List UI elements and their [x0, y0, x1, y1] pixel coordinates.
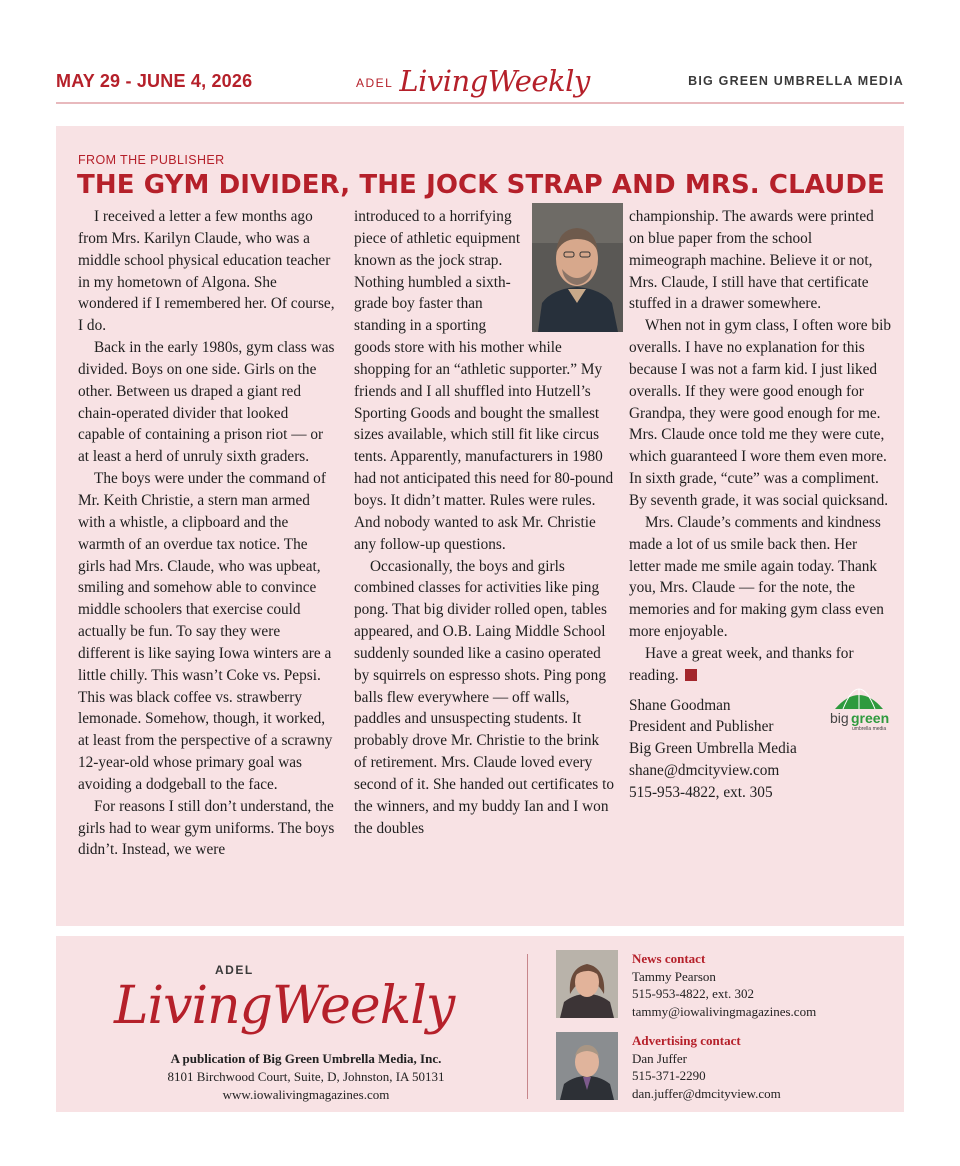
signature-company: Big Green Umbrella Media: [629, 740, 797, 758]
advertising-contact-info: [632, 1032, 781, 1102]
paragraph: championship. The awards were printed on blue paper from the school mimeograph machine. Believe it or not, Mrs. Claude, I still have that certificate stuffed in a drawer somewhere.: [629, 208, 874, 313]
footer-divider: [527, 954, 528, 1099]
signature-phone: 515-953-4822, ext. 305: [629, 783, 773, 801]
news-contact-photo: [556, 950, 618, 1018]
news-contact-info: [632, 950, 816, 1020]
paragraph: Mrs. Claude’s comments and kindness made a lot of us smile back then. Her letter made me smile again today. Thank you, Mrs. Claude — for the note, the memories and for making gym class even more enjoyable.: [629, 513, 884, 641]
paragraph: Occasionally, the boys and girls combined classes for activities like ping pong. That big divider rolled open, tables appeared, and O.B. Laing Middle School suddenly sounded like a casino operated by squirrels on espresso shots. Ping pong balls flew everywhere — off walls, paddles and unsuspecting students. It probably drove Mr. Christie to the brink of retirement. Mrs. Claude loved every second of it. She handed out certificates to the winners, and my buddy Ian and I won the doubles: [354, 557, 614, 837]
news-contact-phone: 515-953-4822, ext. 302: [632, 986, 755, 1001]
author-photo: [532, 203, 623, 332]
logo-word-green: green: [851, 709, 889, 726]
signature-title: President and Publisher: [629, 718, 774, 736]
signature-block: [629, 695, 891, 804]
article-panel: [56, 126, 904, 926]
advertising-contact-photo: [556, 1032, 618, 1100]
signature-email[interactable]: shane@dmcityview.com: [629, 762, 780, 780]
paragraph-closing: [629, 643, 891, 687]
closing-text: Have a great week, and thanks for reading.: [629, 644, 854, 684]
footer-tagline: A publication of Big Green Umbrella Media, Inc.: [170, 1051, 442, 1066]
header-brand: [356, 58, 590, 98]
footer-brand-prefix: ADEL: [215, 963, 254, 977]
news-contact-name: Tammy Pearson: [632, 968, 716, 984]
paragraph: I received a letter a few months ago from Mrs. Karilyn Claude, who was a middle school physical education teacher in my hometown of Algona. She wondered if I remembered her. Of course, I do.: [78, 208, 335, 335]
article-column-3: [629, 206, 891, 804]
footer-address: 8101 Birchwood Court, Suite, D, Johnston, IA 50131: [167, 1069, 445, 1084]
paragraph: introduced to a horrifying piece of athletic equipment known as the jock strap. Nothing humbled a sixth-grade boy faster than standing in a sporting goods store with his mother while shopping for an “athletic supporter.” My friends and I all shuffled into Hutzell’s Sporting Goods and bought the smallest sizes available, which still fit like circus tents. Apparently, manufacturers in 1980 had not anticipated this need for 80-pound boys. It didn’t matter. Rules were rules. And nobody wanted to ask Mr. Christie any follow-up questions.: [354, 208, 614, 553]
footer-brand-script: LivingWeekly: [114, 976, 455, 1036]
article-column-2: [354, 206, 614, 839]
logo-word-big: big: [830, 709, 849, 726]
paragraph: Back in the early 1980s, gym class was divided. Boys on one side. Girls on the other. Between us draped a giant red chain-operated divider that looked capable of containing a prison riot — or at least a herd of unruly sixth graders.: [78, 339, 335, 466]
header-publisher: BIG GREEN UMBRELLA MEDIA: [688, 74, 904, 88]
logo-word-small: umbrella media: [852, 725, 887, 732]
header-rule: [56, 102, 904, 104]
footer-website[interactable]: www.iowalivingmagazines.com: [222, 1087, 390, 1102]
header-brand-script: LivingWeekly: [399, 64, 590, 98]
news-contact-role: News contact: [632, 951, 706, 966]
signature-name: Shane Goodman: [629, 696, 731, 714]
article-kicker: FROM THE PUBLISHER: [78, 153, 225, 167]
end-mark-icon: [685, 669, 697, 681]
header-brand-prefix: ADEL: [356, 76, 394, 90]
paragraph: When not in gym class, I often wore bib overalls. I have no explanation for this because I was not a farm kid. I just liked overalls. If they were good enough for Grandpa, they were good enough for me. Mrs. Claude once told me they were cute, which guaranteed I wore them even more. In sixth grade, “cute” was a compliment. By seventh grade, it was social quicksand.: [629, 317, 891, 509]
footer-panel: [56, 936, 904, 1112]
news-contact-email[interactable]: tammy@iowalivingmagazines.com: [632, 1003, 817, 1019]
advertising-contact-phone: 515-371-2290: [632, 1068, 706, 1083]
article-headline: THE GYM DIVIDER, THE JOCK STRAP AND MRS. CLAUDE: [77, 170, 885, 200]
advertising-contact-role: Advertising contact: [632, 1033, 741, 1048]
advertising-contact-email[interactable]: dan.juffer@dmcityview.com: [632, 1085, 781, 1101]
header-date: MAY 29 - JUNE 4, 2026: [56, 71, 253, 91]
big-green-logo: [829, 685, 889, 733]
article-column-1: [78, 206, 336, 861]
paragraph: The boys were under the command of Mr. Keith Christie, a stern man armed with a whistle, a clipboard and the warmth of an overdue tax notice. The girls had Mrs. Claude, who was upbeat, smiling and somehow able to convince middle schoolers that exercise could actually be fun. To say they were different is like saying Iowa winters are a little chilly. This wasn’t Coke vs. Pepsi. This was black coffee vs. strawberry lemonade. Somehow, though, it worked, at least from the perspective of a scrawny 12-year-old whose primary goal was avoiding a dodgeball to the face.: [78, 470, 333, 793]
paragraph: For reasons I still don’t understand, the girls had to wear gym uniforms. The boys didn’t. Instead, we were: [78, 797, 335, 859]
advertising-contact-name: Dan Juffer: [632, 1050, 687, 1066]
